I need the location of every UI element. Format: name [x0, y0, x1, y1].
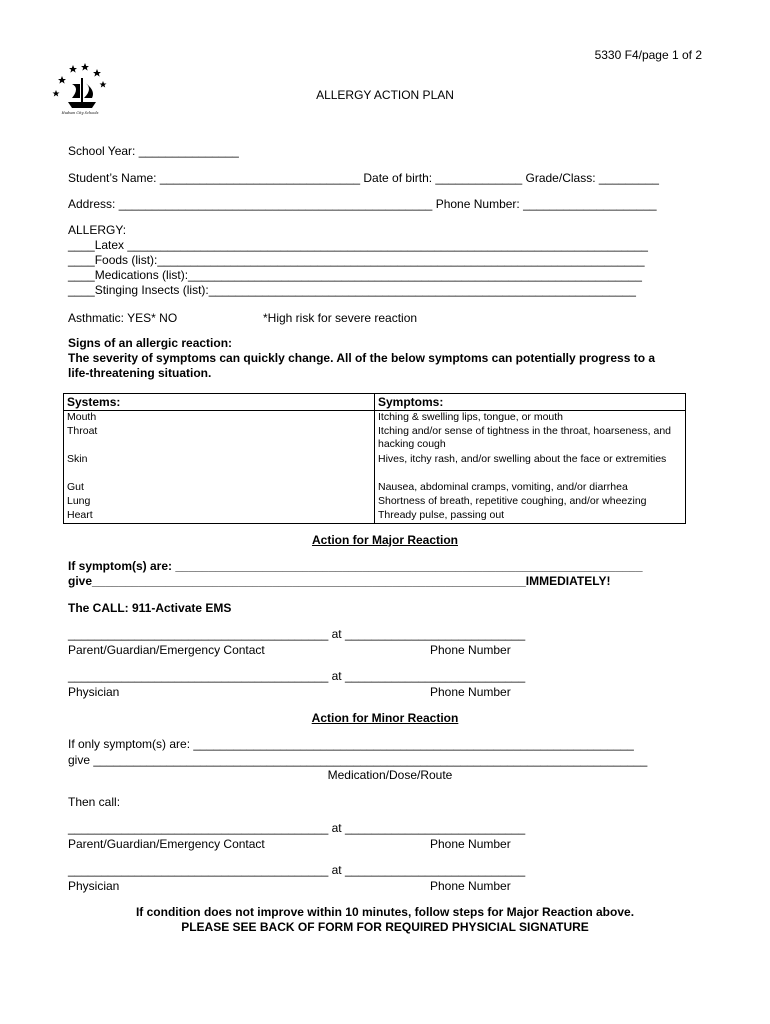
svg-text:Hudson City Schools: Hudson City Schools	[61, 111, 99, 115]
system-cell: Throat	[64, 425, 375, 453]
signs-heading: Signs of an allergic reaction:	[68, 336, 233, 350]
address-row[interactable]: Address: _______________________________________________ Phone Number: ____________________	[68, 197, 657, 211]
major-physician-label: Physician	[68, 685, 120, 699]
major-physician-phone-label: Phone Number	[430, 685, 511, 699]
major-reaction-heading: Action for Major Reaction	[311, 533, 458, 547]
allergy-latex[interactable]: ____Latex ______________________________________________________________________________	[68, 238, 648, 252]
table-row	[64, 453, 686, 481]
system-cell: Mouth	[64, 411, 375, 426]
symptom-cell: Hives, itchy rash, and/or swelling about the face or extremities	[375, 453, 686, 481]
minor-reaction-heading: Action for Minor Reaction	[311, 711, 459, 725]
footer-instruction: If condition does not improve within 10 minutes, follow steps for Major Reaction above.	[135, 905, 635, 919]
systems-header: Systems:	[64, 394, 375, 411]
allergy-medications[interactable]: ____Medications (list):____________________________________________________________________	[68, 268, 642, 282]
minor-symptoms-field[interactable]: If only symptom(s) are: __________________________________________________________________	[68, 737, 634, 751]
footer-signature-note: PLEASE SEE BACK OF FORM FOR REQUIRED PHYSICIAL SIGNATURE	[181, 920, 589, 934]
allergy-insects[interactable]: ____Stinging Insects (list):________________________________________________________________	[68, 283, 636, 297]
system-cell: Gut	[64, 481, 375, 495]
major-contact-phone-label: Phone Number	[430, 643, 511, 657]
medication-dose-route-label: Medication/Dose/Route	[327, 768, 453, 782]
minor-physician-phone-label: Phone Number	[430, 879, 511, 893]
asthmatic-option[interactable]: Asthmatic: YES* NO	[68, 311, 178, 325]
symptom-cell: Itching & swelling lips, tongue, or mouth	[375, 411, 686, 426]
table-header-row	[64, 394, 686, 411]
form-title: ALLERGY ACTION PLAN	[316, 88, 454, 102]
symptom-cell: Nausea, abdominal cramps, vomiting, and/or diarrhea	[375, 481, 686, 495]
major-symptoms-field[interactable]: If symptom(s) are: ______________________________________________________________________	[68, 559, 643, 573]
minor-contact-phone-label: Phone Number	[430, 837, 511, 851]
signs-line-3: life-threatening situation.	[68, 366, 212, 380]
minor-physician-line[interactable]: _______________________________________ at ___________________________	[68, 863, 526, 877]
major-contact-label: Parent/Guardian/Emergency Contact	[68, 643, 265, 657]
table-row	[64, 425, 686, 453]
minor-contact-line[interactable]: _______________________________________ at ___________________________	[68, 821, 526, 835]
school-year-field[interactable]: School Year: _______________	[68, 144, 239, 158]
signs-line-2: The severity of symptoms can quickly change. All of the below symptoms can potentially progress to a	[68, 351, 656, 365]
table-row	[64, 411, 686, 426]
allergy-foods[interactable]: ____Foods (list):_________________________________________________________________________	[68, 253, 645, 267]
major-contact-line[interactable]: _______________________________________ at ___________________________	[68, 627, 526, 641]
page-reference: 5330 F4/page 1 of 2	[594, 48, 702, 62]
system-cell: Skin	[64, 453, 375, 481]
then-call-label: Then call:	[68, 795, 121, 809]
minor-give-field[interactable]: give ___________________________________________________________________________________	[68, 753, 648, 767]
major-physician-line[interactable]: _______________________________________ at ___________________________	[68, 669, 526, 683]
symptom-cell: Shortness of breath, repetitive coughing, and/or wheezing	[375, 495, 686, 509]
table-row	[64, 481, 686, 495]
symptom-cell: Itching and/or sense of tightness in the throat, hoarseness, and hacking cough	[375, 425, 686, 453]
call-911-instruction: The CALL: 911-Activate EMS	[68, 601, 232, 615]
system-cell: Lung	[64, 495, 375, 509]
system-cell: Heart	[64, 509, 375, 524]
symptom-cell: Thready pulse, passing out	[375, 509, 686, 524]
symptoms-header: Symptoms:	[375, 394, 686, 411]
symptoms-table	[63, 393, 686, 524]
table-row	[64, 495, 686, 509]
minor-physician-label: Physician	[68, 879, 120, 893]
high-risk-note: *High risk for severe reaction	[263, 311, 418, 325]
student-name-row[interactable]: Student’s Name: ______________________________ Date of birth: _____________ Grade/Class: _________	[68, 171, 659, 185]
minor-contact-label: Parent/Guardian/Emergency Contact	[68, 837, 265, 851]
allergy-heading: ALLERGY:	[68, 223, 127, 237]
major-give-field[interactable]: give_________________________________________________________________IMMEDIATELY!	[68, 574, 611, 588]
table-row	[64, 509, 686, 524]
